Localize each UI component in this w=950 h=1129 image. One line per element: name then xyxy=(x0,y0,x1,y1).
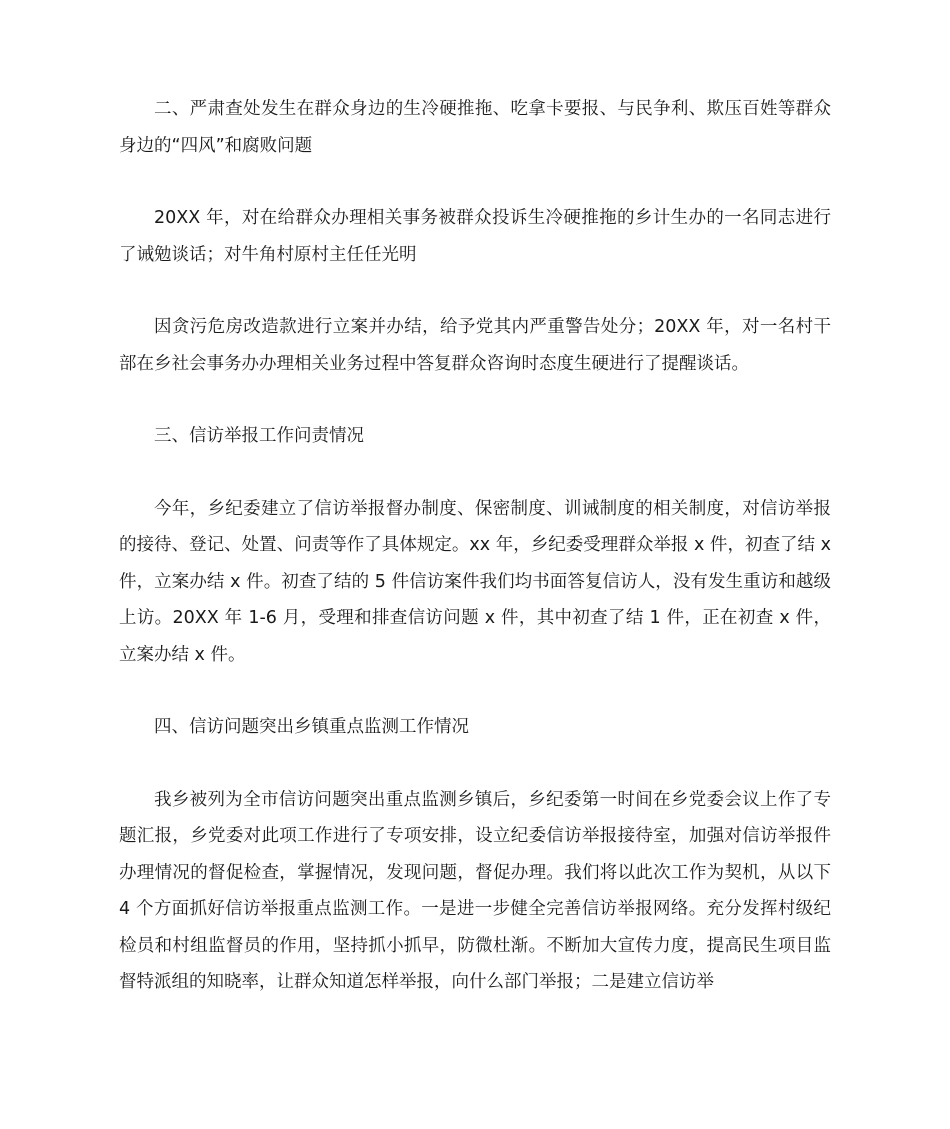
paragraph: 20XX 年，对在给群众办理相关事务被群众投诉生冷硬推拖的乡计生办的一名同志进行了诫勉谈话；对牛角村原村主任任光明 xyxy=(119,208,831,265)
section-heading-3: 三、信访举报工作问责情况 xyxy=(154,426,364,446)
section-heading-2: 二、严肃查处发生在群众身边的生冷硬推拖、吃拿卡要报、与民争利、欺压百姓等群众身边的“四风”和腐败问题 xyxy=(119,99,831,156)
paragraph: 因贪污危房改造款进行立案并办结，给予党其内严重警告处分；20XX 年，对一名村干部在乡社会事务办办理相关业务过程中答复群众咨询时态度生硬进行了提醒谈话。 xyxy=(119,317,831,374)
document-body xyxy=(119,91,831,1037)
paragraph: 今年，乡纪委建立了信访举报督办制度、保密制度、训诫制度的相关制度，对信访举报的接待、登记、处置、问责等作了具体规定。xx 年，乡纪委受理群众举报 x 件，初查了结 x 件，立案办结 x 件。初查了结的 5 件信访案件我们均书面答复信访人，没有发生重访和越级上访。20XX 年 1-6 月，受理和排查信访问题 x 件，其中初查了结 1 件，正在初查 x 件，立案办结 x 件。 xyxy=(119,498,831,665)
paragraph: 我乡被列为全市信访问题突出重点监测乡镇后，乡纪委第一时间在乡党委会议上作了专题汇报，乡党委对此项工作进行了专项安排，设立纪委信访举报接待室，加强对信访举报件办理情况的督促检查，掌握情况，发现问题，督促办理。我们将以此次工作为契机，从以下 4 个方面抓好信访举报重点监测工作。一是进一步健全完善信访举报网络。充分发挥村级纪检员和村组监督员的作用，坚持抓小抓早，防微杜渐。不断加大宣传力度，提高民生项目监督特派组的知晓率，让群众知道怎样举报，向什么部门举报；二是建立信访举 xyxy=(119,789,831,992)
section-heading-4: 四、信访问题突出乡镇重点监测工作情况 xyxy=(154,717,469,737)
